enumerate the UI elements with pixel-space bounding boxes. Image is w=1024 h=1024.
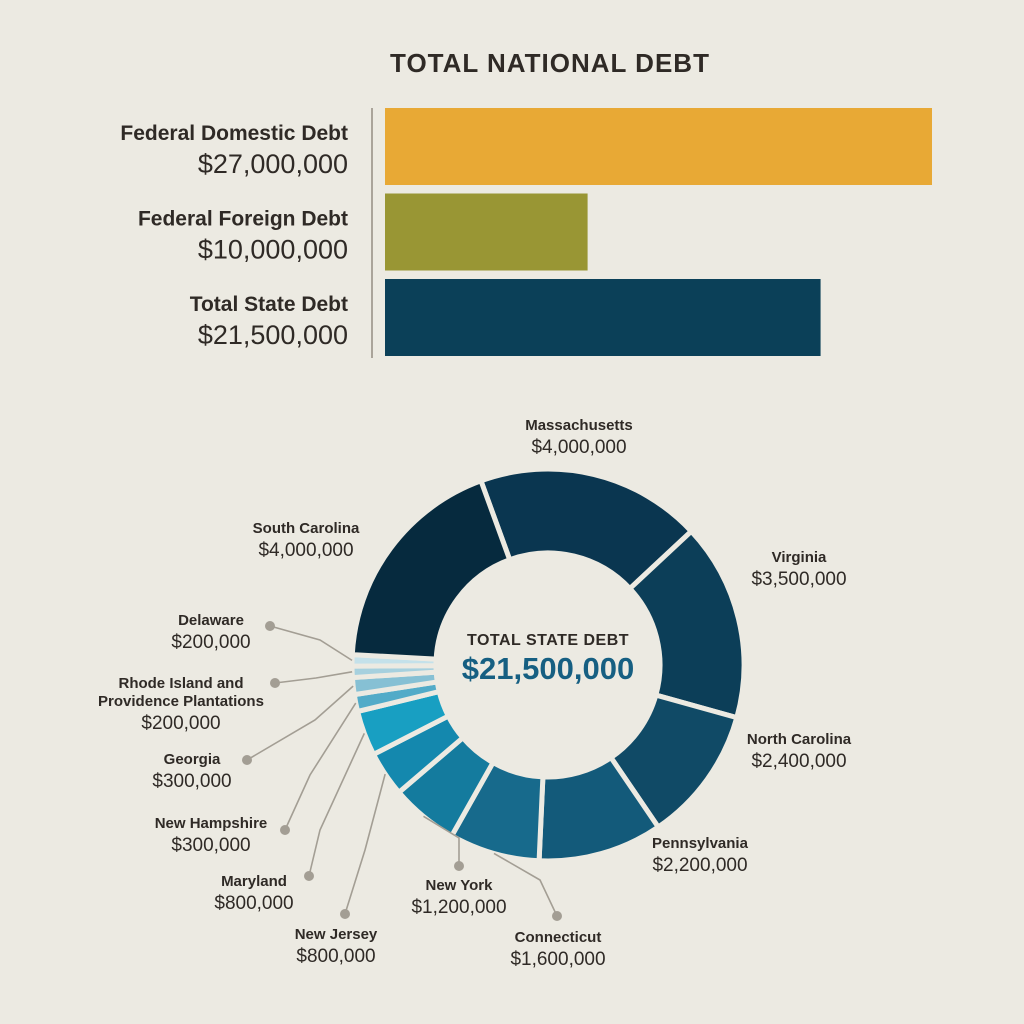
donut-value-label: $2,200,000: [652, 855, 748, 876]
donut-category-label: South Carolina: [252, 520, 360, 537]
donut-category-label: New York: [425, 877, 493, 894]
donut-value-label: $200,000: [171, 632, 251, 653]
donut-value-label: $800,000: [296, 946, 376, 967]
leader-line: [270, 626, 352, 660]
leader-dot: [265, 621, 275, 631]
donut-category-label: New Jersey: [294, 926, 378, 943]
donut-center-value: $21,500,000: [461, 651, 635, 686]
leader-dot: [270, 678, 280, 688]
leader-dot: [242, 755, 252, 765]
leader-dot: [454, 861, 464, 871]
donut-category-label: Pennsylvania: [652, 835, 748, 852]
donut-category-label: Providence Plantations: [98, 693, 264, 710]
donut-category-label: Massachusetts: [525, 417, 633, 434]
bar-category-label: Total State Debt: [189, 293, 348, 316]
donut-category-label: North Carolina: [746, 731, 852, 748]
leader-line: [309, 733, 364, 876]
bar-value-label: $21,500,000: [197, 320, 348, 350]
donut-category-label: Rhode Island and: [118, 675, 244, 692]
donut-value-label: $1,200,000: [411, 897, 507, 918]
donut-category-label: Delaware: [178, 612, 244, 629]
donut-value-label: $4,000,000: [531, 437, 627, 458]
leader-dot: [552, 911, 562, 921]
leader-line: [345, 774, 385, 914]
donut-value-label: $300,000: [152, 771, 232, 792]
leader-line: [285, 703, 356, 830]
donut-category-label: Connecticut: [514, 929, 602, 946]
donut-category-label: New Hampshire: [154, 815, 268, 832]
donut-value-label: $4,000,000: [258, 540, 354, 561]
donut-category-label: Maryland: [221, 873, 287, 890]
donut-category-label: Virginia: [771, 549, 827, 566]
bar-chart-title: TOTAL NATIONAL DEBT: [390, 48, 710, 78]
donut-value-label: $2,400,000: [751, 751, 847, 772]
leader-dot: [304, 871, 314, 881]
donut-value-label: $300,000: [171, 835, 251, 856]
donut-value-label: $3,500,000: [751, 569, 847, 590]
bar-category-label: Federal Foreign Debt: [137, 207, 348, 231]
donut-center-label: TOTAL STATE DEBT: [466, 632, 630, 649]
donut-value-label: $1,600,000: [510, 949, 606, 970]
leader-dot: [280, 825, 290, 835]
leader-dot: [340, 909, 350, 919]
bar-category-label: Federal Domestic Debt: [120, 122, 348, 145]
donut-category-label: Georgia: [163, 751, 221, 768]
donut-value-label: $800,000: [214, 893, 294, 914]
donut-value-label: $200,000: [141, 713, 221, 734]
bar-value-label: $27,000,000: [197, 149, 348, 179]
leader-line: [275, 672, 352, 683]
bar-value-label: $10,000,000: [197, 234, 348, 265]
